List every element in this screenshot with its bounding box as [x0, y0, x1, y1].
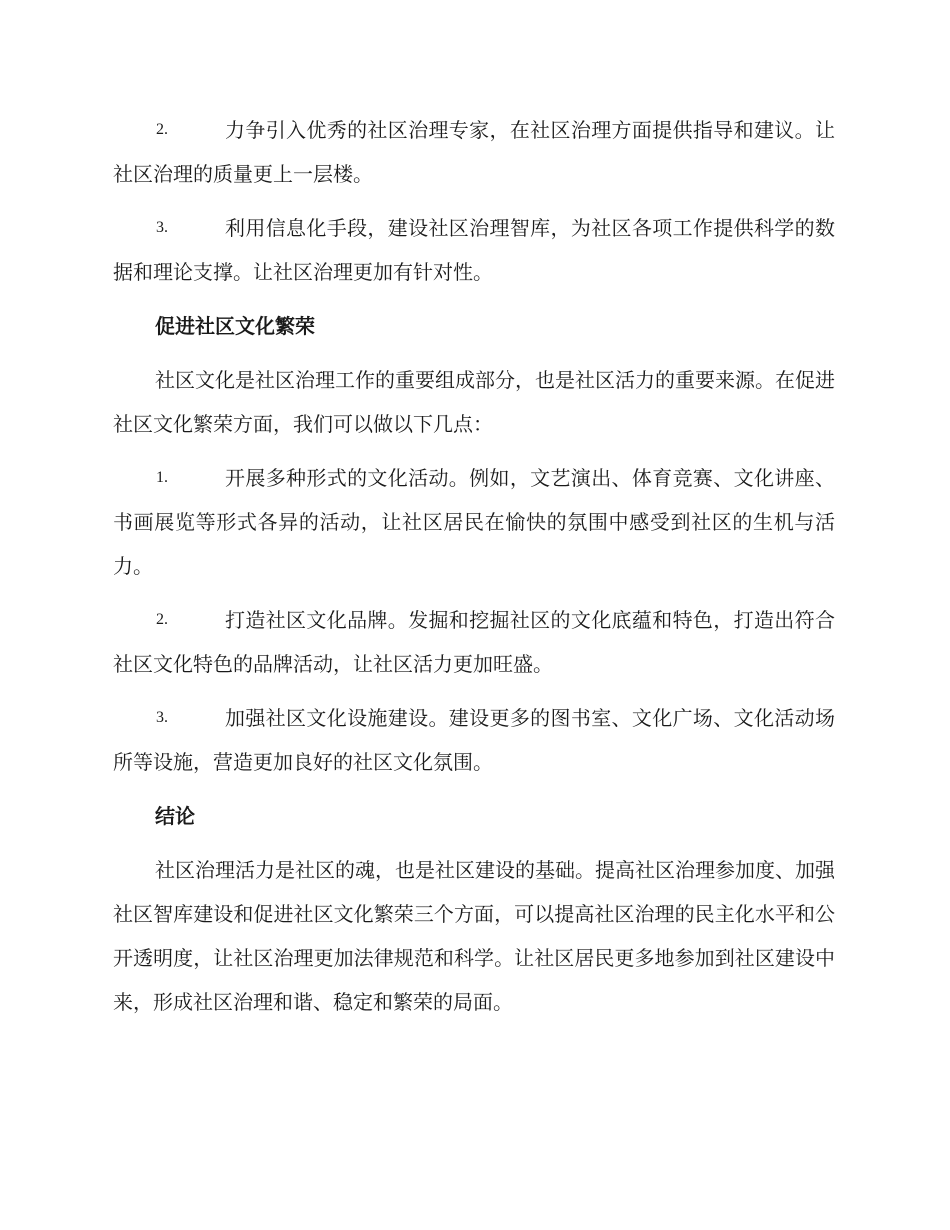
- list-item: [113, 598, 835, 686]
- section-heading-conclusion: 结论: [155, 804, 195, 828]
- list-item-text: 加强社区文化设施建设。建设更多的图书室、文化广场、文化活动场所等设施，营造更加良好的社区文化氛围。: [113, 706, 835, 774]
- list-item-text: 开展多种形式的文化活动。例如，文艺演出、体育竞赛、文化讲座、书画展览等形式各异的活动，让社区居民在愉快的氛围中感受到社区的生机与活力。: [113, 466, 835, 578]
- list-item-text: 利用信息化手段，建设社区治理智库，为社区各项工作提供科学的数据和理论支撑。让社区治理更加有针对性。: [113, 216, 835, 284]
- list-item-text: 力争引入优秀的社区治理专家，在社区治理方面提供指导和建议。让社区治理的质量更上一层楼。: [113, 118, 835, 186]
- list-item: [113, 206, 835, 294]
- document-page: [113, 108, 835, 1034]
- list-item: [113, 456, 835, 588]
- list-number: 2.: [156, 611, 168, 628]
- list-item: [113, 108, 835, 196]
- list-item-text: 打造社区文化品牌。发掘和挖掘社区的文化底蕴和特色，打造出符合社区文化特色的品牌活动，让社区活力更加旺盛。: [113, 608, 835, 676]
- list-item: [113, 696, 835, 784]
- section-heading-culture: 促进社区文化繁荣: [155, 314, 315, 338]
- section-intro-paragraph: 社区文化是社区治理工作的重要组成部分，也是社区活力的重要来源。在促进社区文化繁荣方面，我们可以做以下几点：: [113, 368, 835, 436]
- list-number: 2.: [156, 121, 168, 138]
- list-number: 3.: [156, 219, 168, 236]
- conclusion-paragraph: 社区治理活力是社区的魂，也是社区建设的基础。提高社区治理参加度、加强社区智库建设和促进社区文化繁荣三个方面，可以提高社区治理的民主化水平和公开透明度，让社区治理更加法律规范和科学。让社区居民更多地参加到社区建设中来，形成社区治理和谐、稳定和繁荣的局面。: [113, 858, 835, 1014]
- list-number: 3.: [156, 709, 168, 726]
- list-number: 1.: [156, 469, 168, 486]
